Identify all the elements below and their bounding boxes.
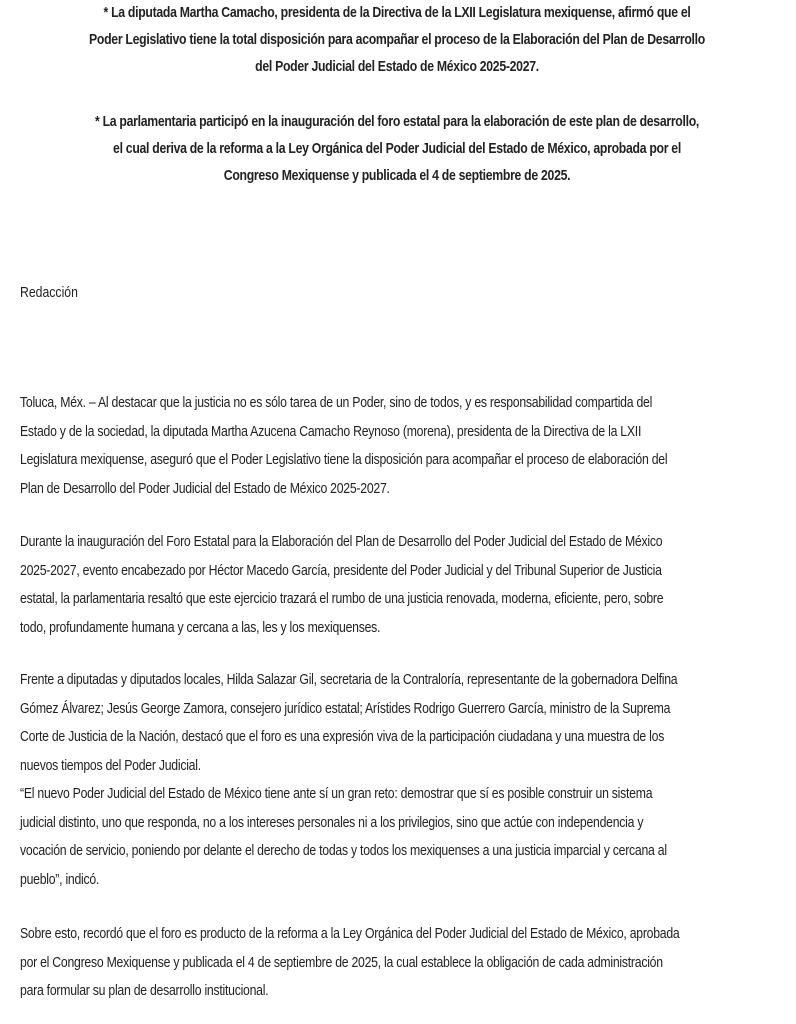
bullet-line: * La parlamentaria participó en la inauguración del foro estatal para la elaboración de este plan de desarrollo, [94, 114, 700, 130]
paragraph-line: 2025-2027, evento encabezado por Héctor Macedo García, presidente del Poder Judicial y del Tribunal Superior de Justicia [20, 562, 662, 579]
paragraph-line: para formular su plan de desarrollo institucional. [20, 983, 269, 999]
paragraph-line: Plan de Desarrollo del Poder Judicial del Estado de México 2025-2027. [20, 480, 390, 497]
paragraph-line: por el Congreso Mexiquense y publicada el 4 de septiembre de 2025, la cual establece la obligación de cada administración [20, 954, 663, 971]
bullet-line: * La diputada Martha Camacho, presidenta de la Directiva de la LXII Legislatura mexiquense, afirmó que el [103, 5, 691, 21]
body-paragraph-3 [20, 666, 677, 894]
summary-bullet-2 [75, 109, 718, 190]
body-paragraph-1 [20, 389, 667, 503]
quote-line: pueblo”, indicó. [20, 871, 100, 888]
paragraph-line: todo, profundamente humana y cercana a las, les y los mexiquenses. [20, 619, 381, 636]
bullet-line: Poder Legislativo tiene la total disposición para acompañar el proceso de la Elaboración del Plan de Desarrollo [89, 32, 705, 48]
quote-line: judicial distinto, uno que responda, no a los intereses personales ni a los privilegios, sino que actúe con independencia y [20, 814, 644, 831]
bullet-line: del Poder Judicial del Estado de México 2025-2027. [255, 59, 539, 75]
summary-bullet-1 [75, 0, 718, 81]
bullet-line: Congreso Mexiquense y publicada el 4 de septiembre de 2025. [223, 168, 571, 184]
paragraph-line: estatal, la parlamentaria resaltó que este ejercicio trazará el rumbo de una justicia renovada, moderna, eficiente, pero, sobre [20, 591, 664, 607]
body-paragraph-2 [20, 528, 663, 642]
paragraph-line: Durante la inauguración del Foro Estatal para la Elaboración del Plan de Desarrollo del Poder Judicial del Estado de México [20, 534, 663, 550]
paragraph-line: Toluca, Méx. – Al destacar que la justicia no es sólo tarea de un Poder, sino de todos, y es responsabilidad compartida del [20, 395, 653, 411]
paragraph-line: Corte de Justicia de la Nación, destacó que el foro es una expresión viva de la participación ciudadana y una muestra de los [20, 729, 665, 745]
body-paragraph-4 [20, 920, 679, 1006]
paragraph-line: Frente a diputadas y diputados locales, Hilda Salazar Gil, secretaria de la Contraloría, representante de la gobernadora Delfina [20, 672, 678, 688]
paragraph-line: Sobre esto, recordó que el foro es producto de la reforma a la Ley Orgánica del Poder Judicial del Estado de México, aprobada [20, 926, 680, 942]
paragraph-line: nuevos tiempos del Poder Judicial. [20, 757, 201, 774]
byline: Redacción [20, 285, 78, 301]
paragraph-line: Legislatura mexiquense, aseguró que el Poder Legislativo tiene la disposición para acompañar el proceso de elaboración del [20, 452, 668, 468]
quote-line: vocación de servicio, poniendo por delante el derecho de todas y todos los mexiquenses a una justicia imparcial y cercana al [20, 843, 667, 859]
bullet-line: el cual deriva de la reforma a la Ley Orgánica del Poder Judicial del Estado de México, aprobada por el [113, 141, 681, 157]
paragraph-line: Gómez Álvarez; Jesús George Zamora, consejero jurídico estatal; Arístides Rodrigo Guerrero García, ministro de la Suprema [20, 700, 671, 717]
paragraph-line: Estado y de la sociedad, la diputada Martha Azucena Camacho Reynoso (morena), presidenta de la Directiva de la LXII [20, 423, 642, 440]
quote-line: “El nuevo Poder Judicial del Estado de México tiene ante sí un gran reto: demostrar que sí es posible construir un sistema [20, 786, 653, 802]
